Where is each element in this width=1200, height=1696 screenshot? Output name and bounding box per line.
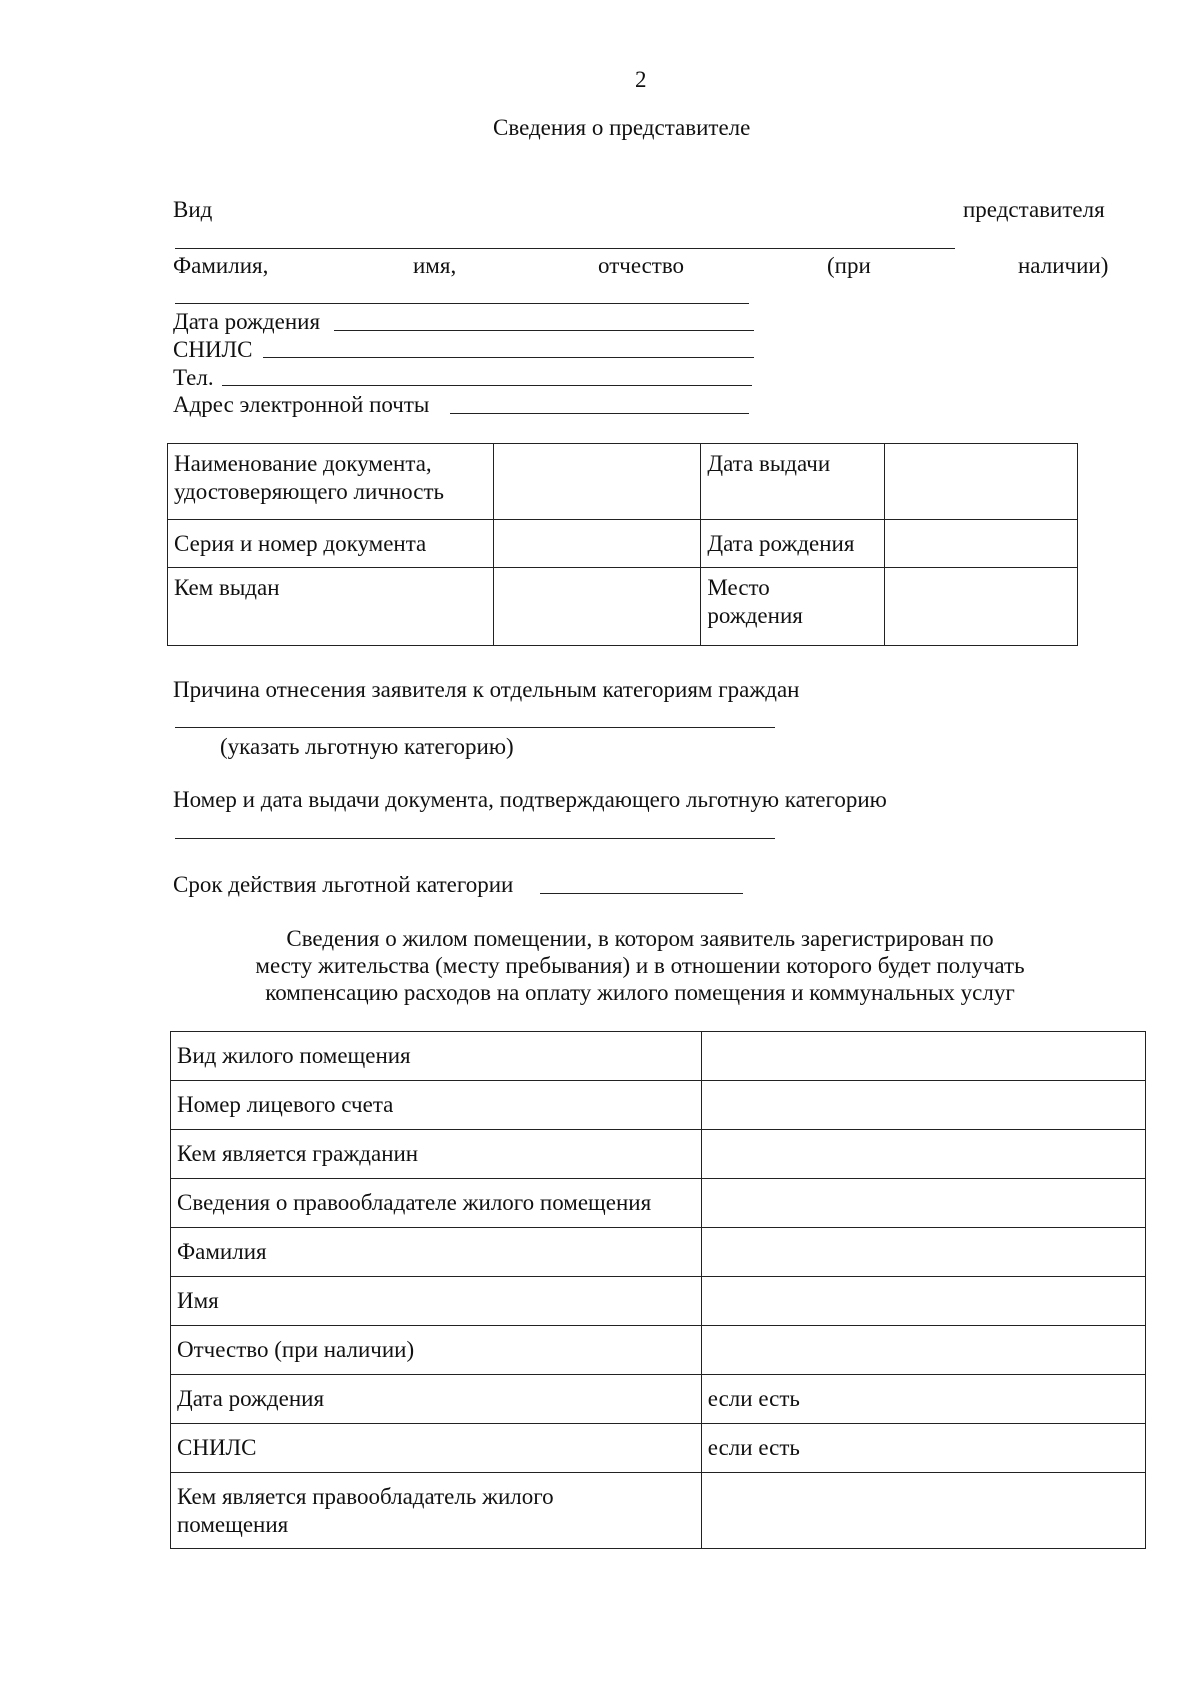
table-row [168,444,1078,520]
name-label-first: имя, [413,253,457,278]
email-label: Адрес электронной почты [173,392,430,417]
housing-row-label: СНИЛС [171,1424,702,1473]
birth-date-input[interactable] [334,330,754,331]
issued-by-value[interactable] [493,568,701,646]
housing-row-label: Сведения о правообладателе жилого помещения [171,1179,702,1228]
table-row [171,1277,1146,1326]
doc-birth-date-label: Дата рождения [701,520,885,568]
housing-row-label: Отчество (при наличии) [171,1326,702,1375]
doc-birth-date-value[interactable] [885,520,1078,568]
id-doc-name-label: Наименование документа, удостоверяющего личность [168,444,494,520]
full-name-input[interactable] [175,303,749,304]
table-row [168,520,1078,568]
table-row [171,1473,1146,1549]
name-label-surname: Фамилия, [173,253,269,278]
table-row [171,1179,1146,1228]
benefit-validity-label: Срок действия льготной категории [173,872,514,897]
housing-heading [240,925,1040,1006]
table-row [171,1081,1146,1130]
phone-label: Тел. [173,365,214,390]
housing-row-value[interactable]: если есть [701,1375,1145,1424]
housing-row-value[interactable] [701,1277,1145,1326]
housing-row-value[interactable] [701,1179,1145,1228]
housing-row-label: Вид жилого помещения [171,1032,702,1081]
id-document-table [167,443,1078,646]
benefit-doc-input[interactable] [175,838,775,839]
series-number-value[interactable] [493,520,701,568]
housing-heading-line-2: месту жительства (месту пребывания) и в отношении которого будет получать [255,953,1025,978]
table-row [171,1032,1146,1081]
housing-row-value[interactable] [701,1326,1145,1375]
email-field [173,393,429,416]
phone-input[interactable] [222,385,752,386]
representative-kind-suffix: представителя [963,197,1105,222]
email-input[interactable] [450,413,749,414]
table-row [171,1228,1146,1277]
table-row [171,1375,1146,1424]
table-row [171,1130,1146,1179]
series-number-label: Серия и номер документа [168,520,494,568]
benefit-validity-input[interactable] [540,893,743,894]
housing-row-label: Кем является гражданин [171,1130,702,1179]
housing-row-label: Имя [171,1277,702,1326]
housing-row-value[interactable] [701,1130,1145,1179]
birth-place-value[interactable] [885,568,1078,646]
birth-date-field [173,310,320,333]
housing-row-label: Фамилия [171,1228,702,1277]
page-number: 2 [635,67,647,92]
issue-date-label: Дата выдачи [701,444,885,520]
snils-label: СНИЛС [173,337,253,362]
housing-row-value[interactable] [701,1032,1145,1081]
housing-heading-line-3: компенсацию расходов на оплату жилого помещения и коммунальных услуг [265,980,1015,1005]
housing-row-label: Дата рождения [171,1375,702,1424]
table-row [171,1424,1146,1473]
page-title: Сведения о представителе [493,115,751,140]
birth-place-label: Место рождения [701,568,885,646]
id-doc-name-value[interactable] [493,444,701,520]
housing-row-label: Номер лицевого счета [171,1081,702,1130]
representative-kind-label: Вид [173,197,213,222]
benefit-reason-label: Причина отнесения заявителя к отдельным категориям граждан [173,677,800,702]
housing-row-value[interactable] [701,1081,1145,1130]
representative-kind-input[interactable] [175,248,955,249]
table-row [171,1326,1146,1375]
name-label-patronymic: отчество [598,253,685,278]
phone-field [173,366,214,389]
benefit-reason-input[interactable] [175,727,775,728]
housing-row-value[interactable]: если есть [701,1424,1145,1473]
name-label-if: (при [827,253,871,278]
snils-input[interactable] [263,357,754,358]
housing-row-label: Кем является правообладатель жилого помещения [171,1473,702,1549]
housing-table [170,1031,1146,1549]
birth-date-label: Дата рождения [173,309,321,334]
benefit-doc-label: Номер и дата выдачи документа, подтверждающего льготную категорию [173,787,887,812]
housing-heading-line-1: Сведения о жилом помещении, в котором заявитель зарегистрирован по [286,926,994,951]
name-label-available: наличии) [1018,253,1109,278]
benefit-reason-hint: (указать льготную категорию) [220,734,514,759]
table-row [168,568,1078,646]
housing-row-value[interactable] [701,1473,1145,1549]
issued-by-label: Кем выдан [168,568,494,646]
issue-date-value[interactable] [885,444,1078,520]
housing-row-value[interactable] [701,1228,1145,1277]
snils-field [173,338,253,361]
